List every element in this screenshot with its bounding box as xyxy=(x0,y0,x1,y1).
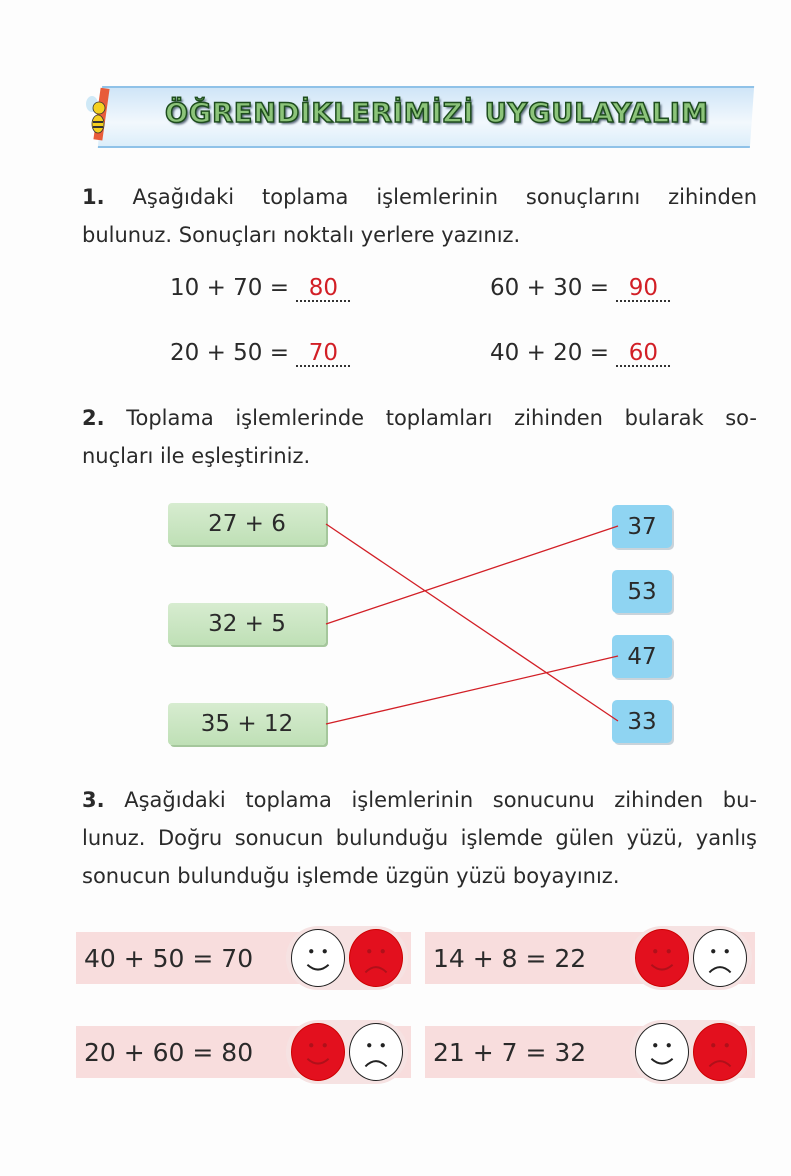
q2-number: 2. xyxy=(82,406,105,430)
equation-expr: 20 + 50 = xyxy=(170,340,290,366)
face-pair xyxy=(286,926,408,990)
match-line xyxy=(326,524,618,721)
q3-expression: 14 + 8 = 22 xyxy=(433,943,587,973)
q3-line3: sonucun bulunduğu işlemde üzgün yüzü boyayınız. xyxy=(82,864,620,888)
q3-item xyxy=(76,932,411,984)
q3-expression: 21 + 7 = 32 xyxy=(433,1037,587,1067)
face-pair xyxy=(630,926,752,990)
q1-number: 1. xyxy=(82,185,105,209)
q3-item xyxy=(425,1026,755,1078)
face-pair xyxy=(630,1020,752,1084)
page-title: ÖĞRENDİKLERİMİZİ UYGULAYALIM xyxy=(165,98,709,129)
q1-text: Aşağıdaki toplama işlemlerinin sonuçlarını zihinden xyxy=(132,185,757,209)
match-right-item[interactable]: 53 xyxy=(612,570,672,613)
q2-text: Toplama işlemlerinde toplamları zihinden bularak so- xyxy=(126,406,757,430)
sad-face-icon[interactable] xyxy=(693,1023,747,1081)
sad-face-icon[interactable] xyxy=(349,929,403,987)
q3-expression: 20 + 60 = 80 xyxy=(84,1037,254,1067)
match-right-item[interactable]: 47 xyxy=(612,635,672,678)
match-right-item[interactable]: 33 xyxy=(612,700,672,743)
happy-face-icon[interactable] xyxy=(291,1023,345,1081)
q3-line1 xyxy=(82,781,757,819)
q3-item xyxy=(425,932,755,984)
match-right-item[interactable]: 37 xyxy=(612,505,672,548)
equation-expr: 40 + 20 = xyxy=(490,340,610,366)
answer-field[interactable]: 90 xyxy=(616,276,670,302)
match-left-item[interactable]: 27 + 6 xyxy=(168,503,326,545)
q3-line2: lunuz. Doğru sonucun bulunduğu işlemde gülen yüzü, yanlış xyxy=(82,826,757,850)
happy-face-icon[interactable] xyxy=(291,929,345,987)
face-pair xyxy=(286,1020,408,1084)
q1-line2: bulunuz. Sonuçları noktalı yerlere yazınız. xyxy=(82,223,521,247)
answer-field[interactable]: 60 xyxy=(616,341,670,367)
q3-text: Aşağıdaki toplama işlemlerinin sonucunu zihinden bu- xyxy=(124,788,757,812)
q3-number: 3. xyxy=(82,788,105,812)
happy-face-icon[interactable] xyxy=(635,1023,689,1081)
match-line xyxy=(326,656,618,724)
equation-expr: 60 + 30 = xyxy=(490,275,610,301)
equation-expr: 10 + 70 = xyxy=(170,275,290,301)
q2-line2: nuçları ile eşleştiriniz. xyxy=(82,444,311,468)
sad-face-icon[interactable] xyxy=(693,929,747,987)
answer-field[interactable]: 80 xyxy=(296,276,350,302)
happy-face-icon[interactable] xyxy=(635,929,689,987)
match-left-item[interactable]: 35 + 12 xyxy=(168,703,326,745)
sad-face-icon[interactable] xyxy=(349,1023,403,1081)
match-line xyxy=(326,526,618,624)
q3-item xyxy=(76,1026,411,1078)
match-left-item[interactable]: 32 + 5 xyxy=(168,603,326,645)
q3-expression: 40 + 50 = 70 xyxy=(84,943,254,973)
answer-field[interactable]: 70 xyxy=(296,341,350,367)
